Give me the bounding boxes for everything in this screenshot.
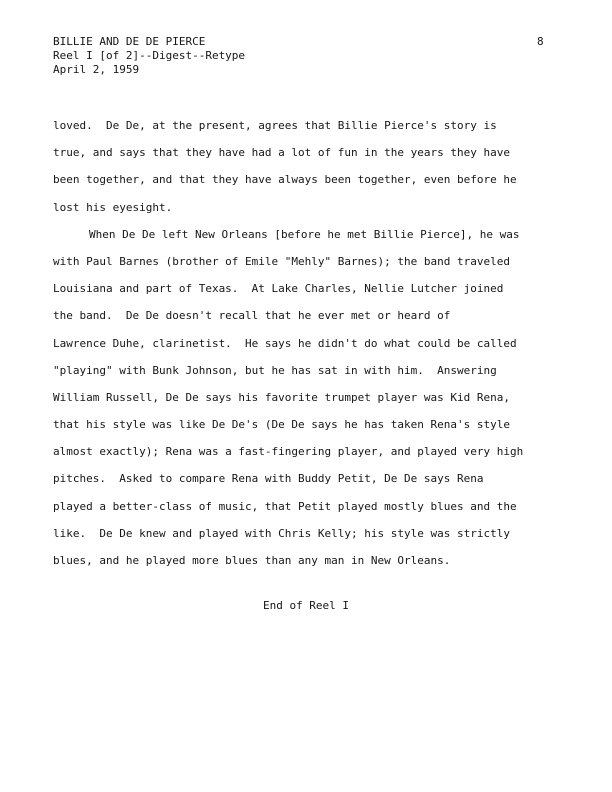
text-line: Louisiana and part of Texas. At Lake Charles, Nellie Lutcher joined [53,282,504,296]
text-line: almost exactly); Rena was a fast-fingering player, and played very high [53,445,524,459]
text-line: been together, and that they have always been together, even before he [53,173,517,187]
header-date: April 2, 1959 [53,63,140,76]
header-title: BILLIE AND DE DE PIERCE [53,35,206,48]
text-line-paragraph-start: When De De left New Orleans [before he met Billie Pierce], he was [89,227,520,241]
header-reel: Reel I [of 2]--Digest--Retype [53,49,246,62]
document-header [53,35,553,77]
text-line: William Russell, De De says his favorite trumpet player was Kid Rena, [53,390,510,404]
text-line: Lawrence Duhe, clarinetist. He says he didn't do what could be called [53,336,517,350]
transcript-body [53,119,573,581]
page-number: 8 [537,35,544,48]
text-line: "playing" with Bunk Johnson, but he has sat in with him. Answering [53,363,497,377]
text-line: that his style was like De De's (De De says he has taken Rena's style [53,418,510,432]
text-line: the band. De De doesn't recall that he ever met or heard of [53,309,451,323]
text-line: blues, and he played more blues than any man in New Orleans. [53,554,451,567]
text-line: true, and says that they have had a lot of fun in the years they have [53,146,510,160]
text-line: like. De De knew and played with Chris Kelly; his style was strictly [53,526,510,540]
text-line: with Paul Barnes (brother of Emile "Mehly" Barnes); the band traveled [53,254,510,268]
text-line: lost his eyesight. [53,200,173,214]
text-line: pitches. Asked to compare Rena with Buddy Petit, De De says Rena [53,472,484,486]
text-line: loved. De De, at the present, agrees that Billie Pierce's story is [53,119,497,132]
text-line: played a better-class of music, that Petit played mostly blues and the [53,499,517,513]
end-of-reel-note: End of Reel I [262,599,350,612]
